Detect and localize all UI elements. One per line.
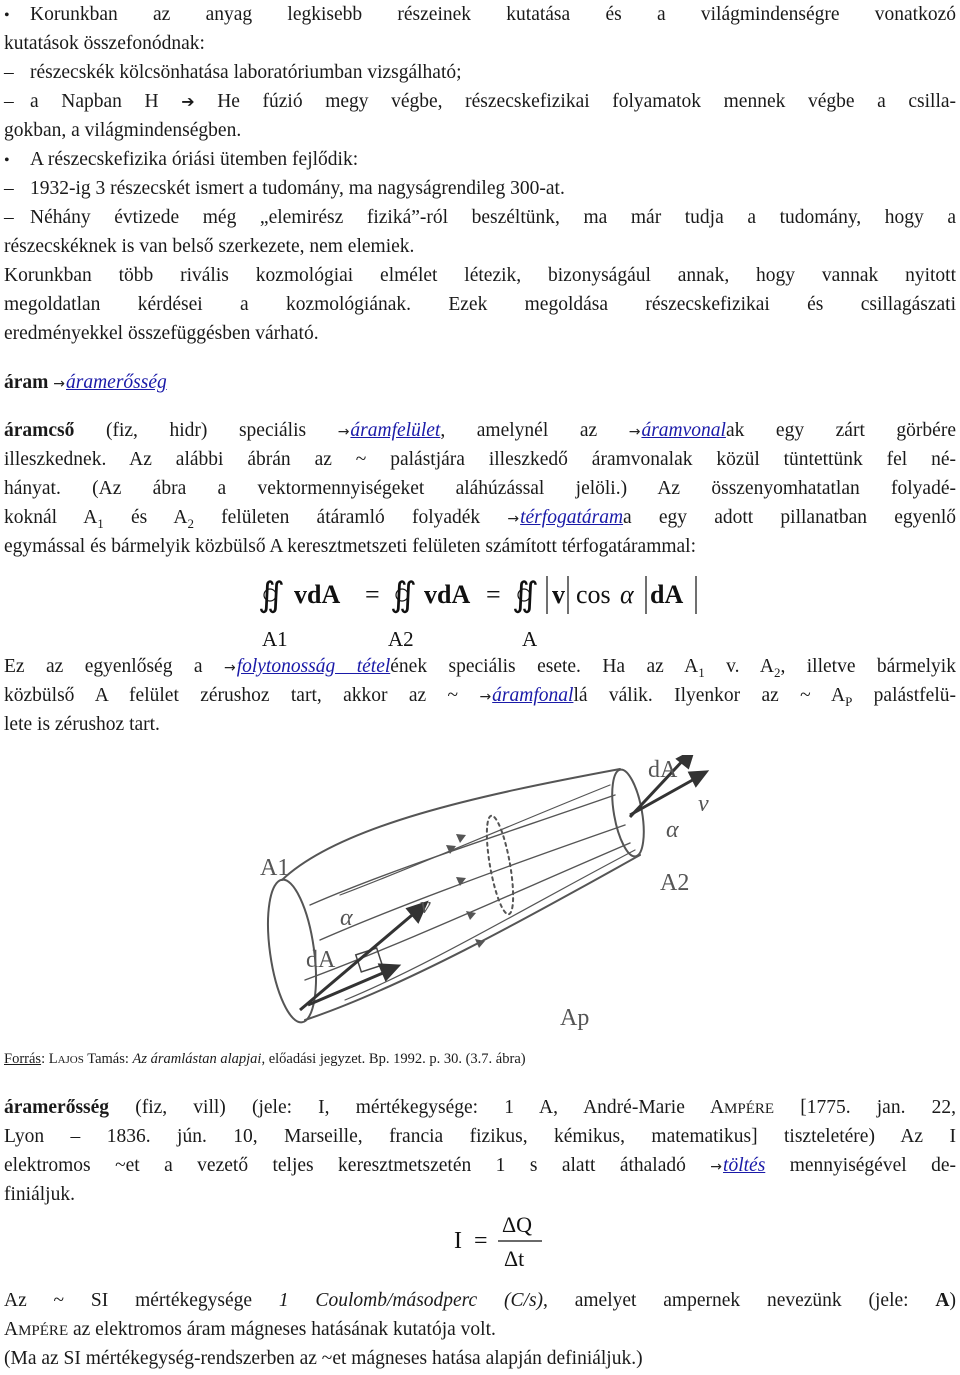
text-line: finiáljuk. [4, 1184, 75, 1205]
paragraph-line: eredményekkel összefüggésben várható. [4, 323, 319, 344]
text-line: AMPÉRE az elektromos áram mágneses hatásának kutatója volt. [4, 1319, 496, 1340]
entry-aram [4, 368, 956, 399]
link-terfogataram[interactable]: térfogatáram [520, 507, 624, 528]
alpha-symbol: α [620, 580, 634, 609]
link-aramerosseg[interactable]: áramerősség [66, 372, 167, 393]
label-v: v [420, 893, 431, 919]
entry-aramerosseg-line-1: áramerősség (fiz, vill) (jele: I, mértékegysége: 1 A, André-Marie AMPÉRE [1775. jan. 22, [4, 1097, 956, 1118]
text-line: Lyon – 1836. jún. 10, Marseille, francia fizikus, kémikus, matematikus] tiszteletére) Az I [4, 1126, 956, 1147]
arrow-right-icon: → [479, 689, 492, 705]
term-1: vdA [294, 580, 341, 609]
link-aramfonal[interactable]: áramfonal [492, 685, 574, 706]
integral-sign: ∬ [390, 577, 417, 614]
surface-label-A1: A1 [262, 627, 288, 651]
bullet-line-1: • Korunkban az anyag legkisebb részeinek kutatása és a világmindenségre vonatkozó [4, 0, 956, 30]
streamline-arrows [446, 834, 485, 948]
entry-term: áramcső [4, 420, 75, 441]
arrow-right-icon: → [710, 1159, 723, 1175]
continuity-formula [250, 566, 720, 656]
label-A2: A2 [660, 870, 690, 896]
text-line: gokban, a világmindenségben. [4, 120, 242, 141]
denominator: Δt [504, 1246, 525, 1271]
text-line: közbülső A felület zérushoz tart, akkor az ~ →áramfonallá válik. Ilyenkor az ~ $A_P$ palástfelü- [4, 685, 956, 709]
dash-line-4: – Néhány évtizede még „elemirész fiziká”-ról beszéltünk, ma már tudja a tudomány, hogy a [4, 203, 956, 232]
bullet-line-2: • A részecskefizika óriási ütemben fejlődik: [4, 145, 956, 175]
text-line: koknál $A_1$ és $A_2$ felületen átáramló folyadék →térfogatárama egy adott pillanatban egyenlő [4, 507, 956, 531]
arrow-right-icon: → [628, 424, 641, 440]
label-alpha-top: α [666, 817, 679, 843]
surface-label-A2: A2 [388, 627, 414, 651]
link-aramfelulet[interactable]: áramfelület [350, 420, 441, 441]
label-alpha: α [340, 905, 353, 931]
arrow-right-icon: → [53, 376, 66, 392]
entry-term: áramerősség [4, 1097, 110, 1118]
equals-sign: = [486, 580, 501, 609]
vector-dA: dA [650, 580, 684, 609]
tube-upper-edge [282, 769, 620, 880]
integral-sign [258, 577, 285, 614]
text-line: (Ma az SI mértékegység-rendszerben az ~et mágneses hatása alapján definiáljuk.) [4, 1348, 643, 1369]
cos-label: cos [576, 580, 611, 609]
link-aramvonal[interactable]: áramvonal [641, 420, 726, 441]
text-line: Az ~ SI mértékegysége 1 Coulomb/másodperc (C/s), amelyet ampernek nevezünk (jele: A) [4, 1290, 956, 1311]
link-toltes[interactable]: töltés [723, 1155, 766, 1176]
label-A1: A1 [260, 855, 290, 881]
dash-line-2: – a Napban H ➔ He fúzió megy végbe, részecskefizikai folyamatok mennek végbe a csilla- [4, 87, 956, 116]
dash-line-1: – részecskék kölcsönhatása laboratóriumban vizsgálható; [4, 58, 956, 87]
text-line: lete is zérushoz tart. [4, 714, 160, 735]
entry-aramcso-line-1: áramcső (fiz, hidr) speciális →áramfelület, amelynél az →áramvonalak egy zárt görbére [4, 420, 956, 441]
dash-line-3: – 1932-ig 3 részecskét ismert a tudomány, ma nagyságrendileg 300-at. [4, 174, 956, 203]
text-line: egymással és bármelyik közbülső A keresztmetszeti felületen számított térfogatárammal: [4, 536, 697, 557]
arrow-icon: ➔ [181, 92, 195, 111]
label-dA-top: dA [648, 757, 678, 783]
current-formula [450, 1208, 570, 1274]
text-line: Ez az egyenlőség a →folytonosság tételének speciális esete. Ha az $A_1$ v. $A_2$, illetve bármelyik [4, 656, 956, 680]
label-dA: dA [306, 947, 336, 973]
integral-sign: ∬ [512, 577, 539, 614]
text-line: elektromos ~et a vezető teljes keresztmetszetén 1 s alatt áthaladó →töltés mennyiségével de- [4, 1155, 956, 1176]
source-citation: Forrás: LAJOS Tamás: Az áramlástan alapjai, előadási jegyzet. Bp. 1992. p. 30. (3.7. ábra) [4, 1051, 526, 1067]
equals-sign: = [365, 580, 380, 609]
arrowhead [690, 772, 706, 785]
surface-label-A: A [522, 627, 538, 651]
term-2: vdA [424, 580, 471, 609]
arrow-right-icon: → [337, 424, 350, 440]
text-line: részecskéknek is van belső szerkezete, nem elemiek. [4, 236, 415, 257]
equals-sign: = [474, 1228, 488, 1254]
paragraph-line: Korunkban több rivális kozmológiai elmélet létezik, bizonyságául annak, hogy vannak nyitott [4, 265, 956, 286]
text-line: illeszkednek. Az alábbi ábrán az ~ palástjára illeszkedő áramvonalak közül tüntettünk fel né- [4, 449, 956, 470]
svg-text:∬: ∬ [258, 577, 285, 614]
vector-dA-arrow [308, 970, 390, 1005]
link-folytonossag-tetel[interactable]: folytonosság tétel [236, 656, 391, 677]
paragraph-line: megoldatlan kérdései a kozmológiának. Ezek megoldása részecskefizikai és csillagászati [4, 294, 956, 315]
numerator: ΔQ [502, 1212, 533, 1237]
arrow-right-icon: → [223, 660, 236, 676]
text-line: hányat. (Az ábra a vektormennyiségeket aláhúzással jelöli.) Az összenyomhatatlan folyadé- [4, 478, 956, 499]
entry-term: áram [4, 372, 49, 393]
label-v-top: v [698, 791, 709, 817]
lhs-I: I [454, 1228, 462, 1254]
arrow-right-icon: → [507, 511, 520, 527]
surface-A2-ellipse [607, 767, 650, 859]
vector-v: v [552, 580, 565, 609]
label-Ap: Ap [560, 1005, 590, 1031]
text-line: kutatások összefonódnak: [4, 33, 205, 54]
stream-tube-figure [230, 755, 730, 1035]
